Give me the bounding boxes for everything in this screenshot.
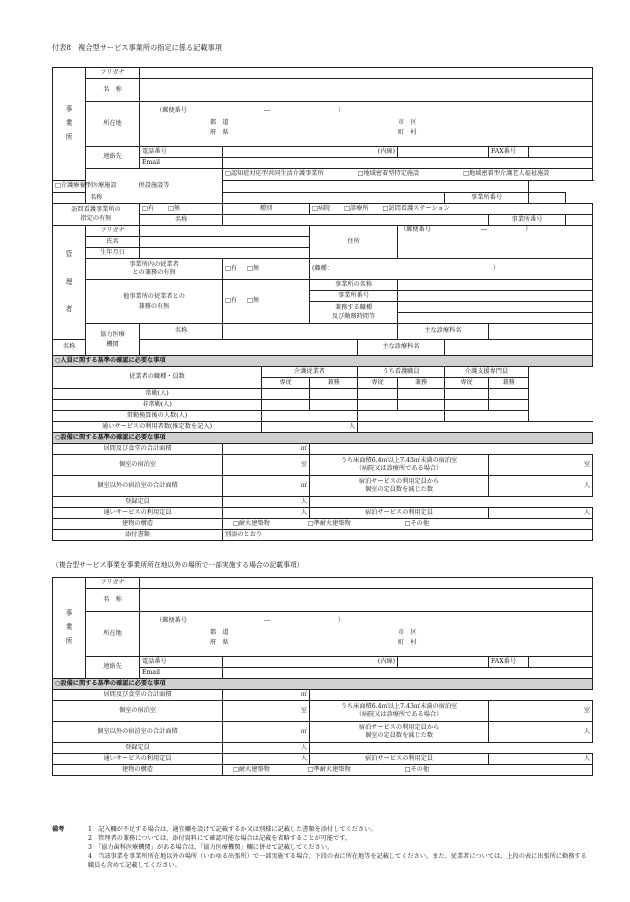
manager-postal-dash: ―: [480, 226, 488, 233]
visit-office-no-input[interactable]: [566, 215, 593, 226]
branch-tel-input[interactable]: [398, 657, 489, 668]
nurse-conc-label: 兼務: [398, 378, 445, 389]
main-form-table: [52, 67, 593, 541]
branch-address-label: 所在地: [86, 612, 140, 657]
visit-station-label: 訪問看護ステーション: [388, 204, 450, 212]
branch-contact-label: 連絡先: [86, 657, 140, 679]
manager-outer-label-1: 他事業所の従業者との: [123, 293, 185, 301]
tel-input[interactable]: [398, 147, 489, 158]
structure-fireproof-label: 耐火建築物: [238, 519, 270, 527]
branch-night-cap-unit: 人: [583, 754, 590, 762]
branch-structure-fireproof-label: 耐火建築物: [238, 765, 270, 773]
branch-other-room-unit: ㎡: [300, 727, 307, 735]
small-room-input[interactable]: [489, 455, 593, 476]
branch-other-room-input[interactable]: [223, 722, 310, 743]
branch-other-room-label: 個室以外の宿泊室の合計面積: [53, 722, 223, 743]
cm-fte-input[interactable]: [445, 411, 529, 422]
facility-opt1-label: 認知症対応型共同生活介護事業所: [230, 170, 324, 178]
branch-small-room-input[interactable]: [489, 701, 593, 722]
outer-office-name-label: 事業所の名称: [310, 280, 398, 291]
manager-furigana-label: フリガナ: [86, 226, 140, 237]
branch-name-label: 名 称: [86, 589, 140, 612]
facility-office-no-input[interactable]: [529, 193, 566, 204]
capacity-blank: [310, 497, 593, 508]
visit-yes-label: 有: [147, 204, 155, 212]
office-contact-label: 連絡先: [86, 147, 140, 169]
staff-header-label: 従業者の職種・員数: [53, 367, 262, 389]
branch-day-cap-input[interactable]: [223, 754, 310, 765]
branch-small-room-label-2: （病院又は診療所である場合）: [355, 711, 443, 718]
day-cap-input[interactable]: [223, 508, 310, 519]
small-room-unit: 室: [583, 460, 590, 468]
nurse-full-label: 専従: [358, 378, 398, 389]
manager-name-input[interactable]: [140, 237, 310, 248]
branch-dining-input[interactable]: [223, 690, 310, 701]
care-full-label: 専従: [262, 378, 310, 389]
branch-name-input[interactable]: [140, 589, 593, 612]
page-title: 付表8 複合型サービス事業所の指定に係る記載事項: [52, 43, 222, 52]
branch-email-input[interactable]: [223, 668, 593, 679]
tel-label: 電話番号: [140, 147, 223, 158]
manager-outer-label: [86, 280, 223, 324]
branch-stay-label-2: 個室の定員数を減じた数: [364, 732, 434, 739]
staff-nurse-label: うち看護職員: [358, 367, 445, 378]
other-room-input[interactable]: [223, 476, 310, 497]
dining-unit: ㎡: [300, 444, 307, 452]
coop-label: [86, 324, 140, 356]
branch-form-table: [52, 577, 593, 776]
visit-label-1: 訪問看護事業所の: [71, 206, 121, 214]
night-cap-unit: 人: [583, 508, 590, 516]
coop-name-label-2: 名称: [53, 340, 86, 356]
staff-blank: [529, 367, 593, 422]
staff-cm-label: 介護支援専門員: [445, 367, 529, 378]
branch-night-cap-input[interactable]: [489, 754, 593, 765]
branch-private-label: 個室の宿泊室: [53, 701, 223, 722]
fuken-label: 府 県: [210, 129, 229, 136]
branch-office-header: 事 業 所: [53, 578, 86, 679]
postal-close: ）: [338, 107, 345, 114]
dining-input[interactable]: [223, 444, 310, 455]
note-3: 3 「協力歯科医療機関」がある場合は、「協力医療機関」欄に併せて記載してください。: [88, 843, 334, 851]
facility-opt3-label: 地域密着型介護老人福祉施設: [468, 170, 550, 178]
branch-capacity-unit: 人: [300, 743, 307, 751]
coop-dept-label-2: 主な診療科名: [358, 340, 445, 356]
coop-label-1: 協力医療: [100, 331, 125, 339]
branch-capacity-input[interactable]: [223, 743, 310, 754]
todo-label: 都 道: [210, 119, 229, 126]
branch-small-room-label-1: うち床面積6.4㎡以上7.43㎡未満の宿泊室: [340, 702, 458, 710]
dining-label: 居間及び食堂の合計面積: [53, 444, 223, 455]
facility-opt4-label: 介護療養型医療施設: [60, 182, 117, 190]
office-name-input[interactable]: [140, 79, 593, 102]
structure-other-label: その他: [410, 519, 430, 527]
office-address-input[interactable]: [140, 102, 593, 147]
nurse-fte-input[interactable]: [358, 411, 445, 422]
branch-dining-label: 居間及び食堂の合計面積: [53, 690, 223, 701]
branch-capacity-blank: [310, 743, 593, 754]
office-furigana-label: フリガナ: [86, 68, 140, 79]
branch-day-cap-label: 通いサービスの利用定員: [53, 754, 223, 765]
cm-conc-label: 兼務: [489, 378, 529, 389]
docs-label: 添付書類: [53, 530, 223, 541]
branch-small-room-unit: 室: [583, 706, 590, 714]
email-label: Email: [140, 158, 223, 169]
staff-users-label: 通いサービスの利用者数(推定数を記入): [53, 422, 262, 433]
visit-office-no-label: 事業所番号: [489, 215, 566, 226]
ext-label: (内線): [223, 147, 398, 158]
office-address-label: 所在地: [86, 102, 140, 147]
stay-input[interactable]: [489, 476, 593, 497]
note-1: 1 記入欄が不足する場合は、適宜欄を設けて記載するか又は別様に記載した書類を添付してください。: [88, 826, 377, 833]
sub-title: （複合型サービス事業を事業所所在地以外の場所で一部実施する場合の記載事項）: [52, 561, 304, 569]
inner-job-input[interactable]: [310, 259, 593, 280]
branch-stay-label-1: 宿泊サービスの利用定員から: [358, 723, 440, 731]
stay-label-1: 宿泊サービスの利用定員から: [358, 477, 440, 485]
stay-label-2: 個室の定員数を減じた数: [364, 486, 434, 493]
branch-furigana-label: フリガナ: [86, 578, 140, 589]
staff-section-header: ○人員に関する基準の確認に必要な事項: [53, 356, 593, 367]
branch-fuken-label: 府 県: [210, 639, 229, 646]
manager-address-input[interactable]: [398, 226, 593, 259]
stay-unit: 人: [583, 481, 590, 489]
structure-label: 建物の構造: [53, 519, 223, 530]
staff-users-input[interactable]: [262, 422, 358, 433]
facility-name-label: 名称: [53, 193, 140, 204]
outer-job-label-2: 及び勤務時間等: [331, 312, 376, 320]
visit-name-input[interactable]: [223, 215, 489, 226]
facility-office-no-label: 事業所番号: [445, 193, 529, 204]
branch-fax-input[interactable]: [529, 657, 593, 668]
nurse-full-fulltime[interactable]: [358, 389, 398, 400]
branch-address-input[interactable]: [140, 612, 593, 657]
cm-full-fulltime[interactable]: [445, 389, 489, 400]
branch-structure-label: 建物の構造: [53, 765, 223, 776]
manager-name-label: 氏名: [86, 237, 140, 248]
staff-users-unit: 人: [348, 422, 355, 430]
care-full-parttime[interactable]: [262, 400, 310, 411]
branch-private-unit: 室: [300, 706, 307, 714]
coop-dept-input-2[interactable]: [445, 340, 593, 356]
staff-care-label: 介護従業者: [262, 367, 358, 378]
outer-hours-input[interactable]: [398, 313, 593, 324]
capacity-unit: 人: [300, 497, 307, 505]
cm-full-parttime[interactable]: [445, 400, 489, 411]
visit-clinic-label: 診療所: [350, 204, 369, 212]
office-header: 事 業 所: [53, 68, 86, 181]
care-conc-fulltime[interactable]: [310, 389, 358, 400]
staff-fte-label: 常勤換算後の人数(人): [53, 411, 262, 422]
coop-dept-label-1: 主な診療科名: [398, 324, 489, 340]
day-cap-label: 通いサービスの利用定員: [53, 508, 223, 519]
branch-postal-label: （郵便番号: [156, 617, 187, 624]
care-conc-parttime[interactable]: [310, 400, 358, 411]
day-cap-unit: 人: [300, 508, 307, 516]
office-furigana-input[interactable]: [140, 68, 593, 79]
fax-label: FAX番号: [489, 147, 529, 158]
outer-yes-label: 有: [230, 297, 238, 305]
choson-label: 町 村: [398, 129, 417, 136]
staff-users-blank: [358, 422, 593, 433]
email-input[interactable]: [223, 158, 593, 169]
staff-fulltime-label: 常勤(人): [53, 389, 262, 400]
inner-yes-label: 有: [230, 264, 238, 272]
notes: [52, 826, 592, 871]
fax-input[interactable]: [529, 147, 593, 158]
manager-postal-close: ）: [525, 226, 532, 233]
branch-todo-label: 都 道: [210, 629, 229, 636]
facility-label: 併設施設等: [86, 169, 223, 204]
job-label: (職種：: [312, 264, 333, 272]
note-4: 4 当該事業を事業所所在地以外の場所（いわゆる出張所）で一部実施する場合、下段の表に所在地等を記載してください。また、従業者については、上段の表に出張所に勤務する職員も含めて記載してください。: [88, 852, 587, 869]
private-input[interactable]: [223, 455, 310, 476]
manager-inner-label-1: 事業所内の従業者: [129, 260, 179, 268]
postal-label: （郵便番号: [156, 107, 187, 114]
small-room-label-1: うち床面積6.4㎡以上7.43㎡未満の宿泊室: [340, 456, 458, 464]
manager-birth-input[interactable]: [140, 248, 310, 259]
job-close: ）: [492, 264, 500, 272]
note-2: 2 管理者の兼務については、添付資料にて確認可能な場合は記載を省略することが可能です。: [88, 834, 352, 842]
cm-conc-parttime[interactable]: [489, 400, 529, 411]
manager-inner-label-2: との兼務の有無: [132, 269, 176, 276]
visit-type-label: 種別: [223, 204, 310, 215]
coop-dept-input-1[interactable]: [489, 324, 593, 340]
branch-structure-semi-label: 準耐火建築物: [313, 765, 351, 773]
facility-name-input[interactable]: [223, 193, 445, 204]
coop-name-label-1: 名称: [140, 324, 223, 340]
branch-structure-other-label: その他: [410, 765, 430, 773]
branch-dining-unit: ㎡: [300, 690, 307, 698]
staff-parttime-label: 非常勤(人): [53, 400, 262, 411]
manager-postal-label: （郵便番号: [400, 226, 431, 233]
coop-name-input-1[interactable]: [223, 324, 398, 340]
facility-opt2-label: 地域密着型特定施設: [363, 170, 420, 178]
branch-small-room-label: [310, 701, 489, 722]
manager-outer-label-2: 兼務の有無: [138, 302, 170, 310]
night-cap-input[interactable]: [489, 508, 593, 519]
visit-name-label: 名称: [140, 215, 223, 226]
equip-section-header: ○設備に関する基準の確認に必要な事項: [53, 433, 593, 444]
branch-choson-label: 町 村: [398, 639, 417, 646]
coop-name-input-2[interactable]: [140, 340, 358, 356]
capacity-input[interactable]: [223, 497, 310, 508]
small-room-label-2: （病院又は診療所である場合）: [355, 465, 443, 472]
branch-postal-close: ）: [338, 617, 345, 624]
visit-label: [53, 204, 140, 226]
private-label: 個室の宿泊室: [53, 455, 223, 476]
branch-equip-section-header: ○設備に関する基準の確認に必要な事項: [53, 679, 593, 690]
inner-no-label: 無: [252, 264, 260, 272]
shiku-label: 市 区: [398, 119, 417, 126]
coop-label-2: 機関: [106, 340, 119, 348]
branch-private-input[interactable]: [223, 701, 310, 722]
stay-label: [310, 476, 489, 497]
visit-no-label: 無: [173, 204, 181, 212]
branch-day-cap-unit: 人: [300, 754, 307, 762]
outer-office-name-input[interactable]: [398, 280, 593, 291]
private-unit: 室: [300, 460, 307, 468]
outer-job-input[interactable]: [398, 302, 593, 313]
docs-value: 別添のとおり: [223, 530, 593, 541]
branch-dining-blank: [310, 690, 593, 701]
office-furigana-row: [53, 68, 593, 79]
visit-hospital-label: 病院: [317, 204, 331, 212]
structure-semi-label: 準耐火建築物: [313, 519, 351, 527]
outer-no-label: 無: [252, 297, 260, 305]
night-cap-label: 宿泊サービスの利用定員: [310, 508, 489, 519]
branch-stay-unit: 人: [583, 727, 590, 735]
outer-office-no-input[interactable]: [398, 291, 593, 302]
branch-fax-label: FAX番号: [489, 657, 529, 668]
dining-blank: [310, 444, 593, 455]
branch-ext-label: (内線): [223, 657, 398, 668]
nurse-conc-parttime[interactable]: [398, 400, 445, 411]
outer-office-no-label: 事業所番号: [310, 291, 398, 302]
branch-stay-input[interactable]: [489, 722, 593, 743]
outer-job-label: [310, 302, 398, 324]
branch-furigana-input[interactable]: [140, 578, 593, 589]
visit-label-2: 指定の有無: [80, 214, 112, 222]
office-name-label: 名 称: [86, 79, 140, 102]
care-conc-label: 兼務: [310, 378, 358, 389]
manager-furigana-input[interactable]: [140, 226, 310, 237]
manager-address-label: 住所: [310, 226, 398, 259]
care-full-fulltime[interactable]: [262, 389, 310, 400]
postal-dash: ―: [264, 107, 271, 114]
manager-birth-label: 生年月日: [86, 248, 140, 259]
cm-full-label: 専従: [445, 378, 489, 389]
branch-tel-label: 電話番号: [140, 657, 223, 668]
branch-capacity-label: 登録定員: [53, 743, 223, 754]
care-fte-input[interactable]: [262, 411, 358, 422]
nurse-full-parttime[interactable]: [358, 400, 398, 411]
manager-header: 管 理 者: [53, 226, 86, 340]
branch-postal-dash: ―: [264, 617, 271, 624]
small-room-label: [310, 455, 489, 476]
capacity-label: 登録定員: [53, 497, 223, 508]
cm-conc-fulltime[interactable]: [489, 389, 529, 400]
nurse-conc-fulltime[interactable]: [398, 389, 445, 400]
branch-night-cap-label: 宿泊サービスの利用定員: [310, 754, 489, 765]
manager-inner-label: [86, 259, 223, 280]
notes-label: 備考: [52, 826, 65, 833]
branch-shiku-label: 市 区: [398, 629, 417, 636]
other-room-label: 個室以外の宿泊室の合計面積: [53, 476, 223, 497]
other-room-unit: ㎡: [300, 481, 307, 489]
outer-job-label-1: 兼務する職種: [334, 304, 373, 312]
branch-stay-label: [310, 722, 489, 743]
branch-email-label: Email: [140, 668, 223, 679]
